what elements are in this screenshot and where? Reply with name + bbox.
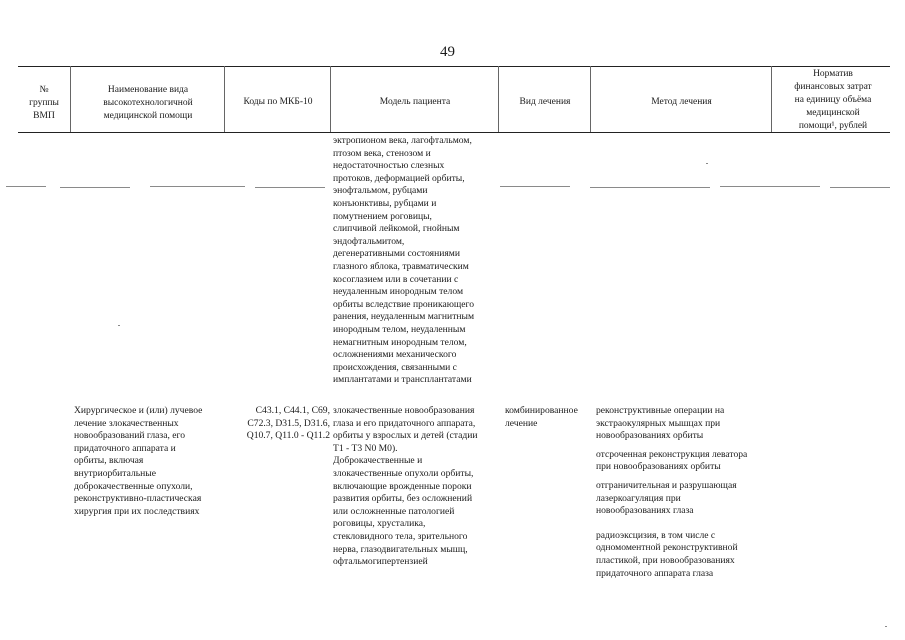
header-bottom-rule <box>18 132 890 133</box>
header-cost-norm: Норматив финансовых затрат на единицу объёма медицинской помощи¹, рублей <box>794 69 872 131</box>
page-number: 49 <box>440 44 455 60</box>
treatment-type-cell: комбинированное лечение <box>505 405 578 429</box>
method-item: радиоэксцизия, в том числе с одномоментной реконструктивной пластикой, при новообразованиях придаточного аппарата глаза <box>596 529 738 579</box>
continued-patient-model: эктропионом века, лагофтальмом, птозом века, стенозом и недостаточностью слезных протоков, деформацией орбиты, энофтальмом, рубцами конъюнктивы, рубцами и помутнением роговицы, слипчивой лейкомой, гнойным эндофтальмитом, дегенеративными состояниями глазного яблока, травматическим косоглазием или в сочетании с неудаленным инородным телом орбиты вследствие проникающего ранения, неудаленным магнитным инородным телом, неудаленным немагнитным инородным телом, осложнениями механического происхождения, связанными с имплантатами и трансплантатами <box>333 135 475 386</box>
header-patient-model: Модель пациента <box>379 97 451 107</box>
column-divider <box>590 66 591 132</box>
header-treatment-method: Метод лечения <box>651 97 712 107</box>
method-item: отсроченная реконструкция леватора при новообразованиях орбиты <box>596 448 748 473</box>
column-divider <box>771 66 772 132</box>
scan-speck <box>118 325 120 326</box>
column-divider <box>70 66 71 132</box>
header-group-number: № группы ВМП <box>29 85 59 121</box>
table-top-rule <box>18 66 890 67</box>
care-type-cell: Хирургическое и (или) лучевое лечение злокачественных новообразований глаза, его придаточного аппарата и орбиты, включая внутриорбитальные доброкачественные опухоли, реконструктивно-пластическая хирургия при их последствиях <box>74 405 203 517</box>
scan-artifact-line <box>0 186 905 190</box>
method-item: отграничительная и разрушающая лазеркоагуляция при новообразованиях глаза <box>596 479 737 517</box>
scan-speck <box>706 163 708 164</box>
column-divider <box>498 66 499 132</box>
patient-model-cell: злокачественные новообразования глаза и его придаточного аппарата, орбиты у взрослых и детей (стадии T1 - T3 N0 M0). Доброкачественные и злокачественные опухоли орбиты, включающие врожденные пороки развития орбиты, без осложнений или осложненные патологией роговицы, хрусталика, стекловидного тела, зрительного нерва, глазодвигательных мышц, офтальмогипертензией <box>333 405 478 568</box>
treatment-methods-cell <box>596 405 774 580</box>
column-divider <box>330 66 331 132</box>
header-treatment-type: Вид лечения <box>519 97 571 107</box>
method-item: реконструктивные операции на экстраокулярных мышцах при новообразованиях орбиты <box>596 405 725 442</box>
icd-codes-cell: C43.1, C44.1, C69, C72.3, D31.5, D31.6, Q10.7, Q11.0 - Q11.2 <box>246 405 330 442</box>
header-care-type: Наименование вида высокотехнологичной медицинской помощи <box>103 85 193 121</box>
scan-speck <box>885 626 887 627</box>
column-divider <box>224 66 225 132</box>
header-icd-codes: Коды по МКБ-10 <box>243 97 313 107</box>
